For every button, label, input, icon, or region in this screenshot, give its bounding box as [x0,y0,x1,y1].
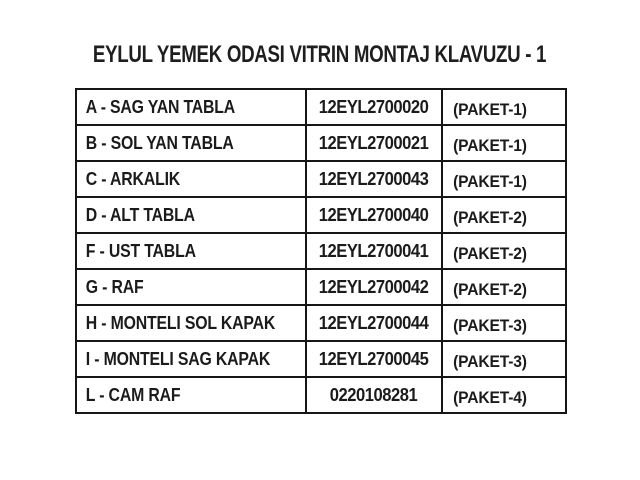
part-name: A - SAG YAN TABLA [85,96,236,117]
part-code: 12EYL2700040 [319,204,429,225]
part-name-cell [76,341,306,377]
part-name-cell [76,377,306,413]
part-code: 12EYL2700041 [319,240,429,261]
paket-label: (PAKET-2) [453,208,527,227]
part-code: 12EYL2700020 [319,96,429,117]
paket-cell [442,377,566,413]
paket-label: (PAKET-3) [453,352,527,371]
part-name: L - CAM RAF [85,384,181,405]
part-code: 12EYL2700044 [319,312,429,333]
part-name: B - SOL YAN TABLA [85,132,234,153]
table-row [76,89,566,125]
part-name-cell [76,269,306,305]
paket-cell [442,269,566,305]
paket-cell [442,305,566,341]
paket-cell [442,161,566,197]
part-name-cell [76,89,306,125]
paket-label: (PAKET-1) [453,100,527,119]
paket-cell [442,125,566,161]
parts-table-body [76,89,566,413]
part-name-cell [76,197,306,233]
part-name: F - UST TABLA [85,240,196,261]
part-code-cell [306,89,442,125]
table-row [76,269,566,305]
part-code-cell [306,161,442,197]
part-code-cell [306,125,442,161]
paket-cell [442,197,566,233]
part-name-cell [76,305,306,341]
table-row [76,125,566,161]
table-row [76,161,566,197]
paket-label: (PAKET-1) [453,136,527,155]
part-code: 12EYL2700021 [319,132,429,153]
paket-label: (PAKET-2) [453,280,527,299]
table-row [76,305,566,341]
part-name: G - RAF [85,276,144,297]
paket-cell [442,89,566,125]
part-name: C - ARKALIK [85,168,181,189]
part-code-cell [306,269,442,305]
part-code-cell [306,341,442,377]
part-code-cell [306,233,442,269]
paket-label: (PAKET-3) [453,316,527,335]
part-name-cell [76,125,306,161]
paket-label: (PAKET-1) [453,172,527,191]
part-name: D - ALT TABLA [85,204,195,225]
paket-cell [442,341,566,377]
part-code-cell [306,197,442,233]
part-code-cell [306,377,442,413]
part-code: 12EYL2700045 [319,348,429,369]
paket-cell [442,233,566,269]
part-code: 0220108281 [330,384,418,405]
part-code: 12EYL2700043 [319,168,429,189]
paket-label: (PAKET-2) [453,244,527,263]
table-row [76,341,566,377]
part-name: I - MONTELI SAG KAPAK [85,348,271,369]
table-row [76,377,566,413]
part-code: 12EYL2700042 [319,276,429,297]
part-name-cell [76,161,306,197]
part-name: H - MONTELI SOL KAPAK [85,312,276,333]
part-name-cell [76,233,306,269]
part-code-cell [306,305,442,341]
parts-table [75,88,567,414]
page-title-text: EYLUL YEMEK ODASI VITRIN MONTAJ KLAVUZU - 1 [93,41,547,68]
table-row [76,197,566,233]
paket-label: (PAKET-4) [453,388,527,407]
page-title [0,41,640,68]
table-row [76,233,566,269]
